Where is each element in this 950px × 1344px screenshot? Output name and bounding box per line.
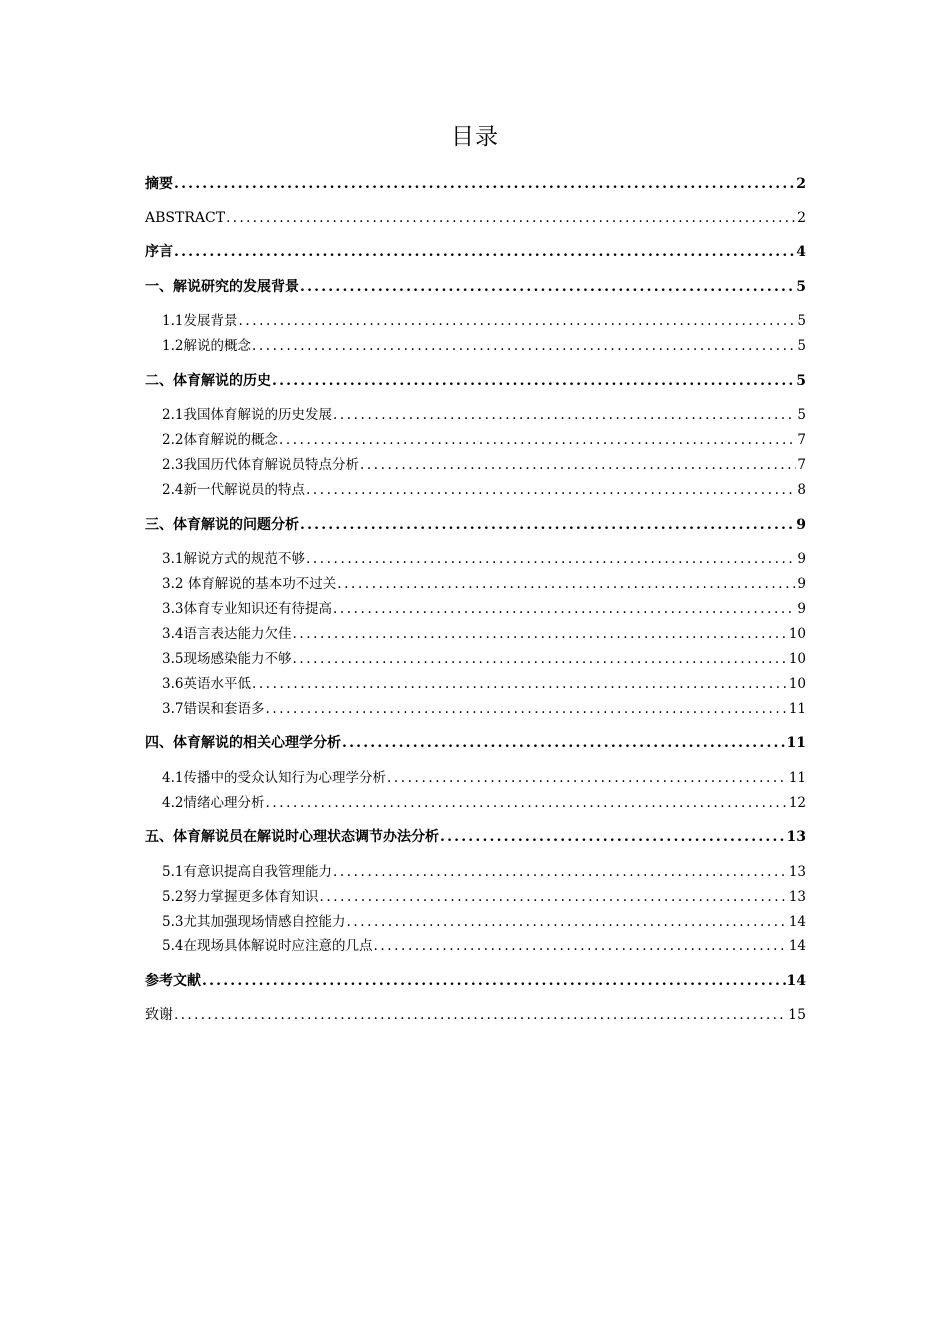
toc-leader-dots bbox=[202, 971, 786, 991]
toc-entry-page: 9 bbox=[797, 601, 806, 617]
toc-leader-dots bbox=[174, 174, 795, 194]
toc-entry-label: 5.1有意识提高自我管理能力 bbox=[162, 864, 332, 880]
toc-entry-label: 4.2情绪心理分析 bbox=[162, 795, 265, 811]
toc-subentry[interactable] bbox=[162, 405, 806, 425]
toc-leader-dots bbox=[342, 733, 786, 753]
toc-entry[interactable] bbox=[145, 174, 806, 194]
toc-leader-dots bbox=[252, 336, 796, 356]
toc-entry-label: 2.4新一代解说员的特点 bbox=[162, 482, 305, 498]
toc-leader-dots bbox=[333, 599, 796, 619]
toc-entry-label: 3.3体育专业知识还有待提高 bbox=[162, 601, 332, 617]
toc-entry-label: 3.6英语水平低 bbox=[162, 676, 251, 692]
toc-subentry[interactable] bbox=[162, 549, 806, 569]
toc-entry-label: 5.3尤其加强现场情感自控能力 bbox=[162, 914, 346, 930]
toc-subentry[interactable] bbox=[162, 311, 806, 331]
toc-entry-label: 1.2解说的概念 bbox=[162, 338, 251, 354]
toc-entry-label: 参考文献 bbox=[145, 973, 201, 989]
toc-leader-dots bbox=[265, 699, 787, 719]
page-title: 目录 bbox=[451, 124, 499, 150]
toc-entry[interactable] bbox=[145, 1005, 806, 1025]
toc-subentry[interactable] bbox=[162, 862, 806, 882]
toc-leader-dots bbox=[174, 242, 795, 262]
toc-entry-label: 二、体育解说的历史 bbox=[145, 373, 271, 389]
toc-entry-label: 3.5现场感染能力不够 bbox=[162, 651, 292, 667]
toc-entry-page: 5 bbox=[797, 338, 806, 354]
toc-subentry[interactable] bbox=[162, 768, 806, 788]
toc-leader-dots bbox=[387, 768, 788, 788]
toc-leader-dots bbox=[337, 574, 796, 594]
toc-subentry[interactable] bbox=[162, 887, 806, 907]
toc-subentry[interactable] bbox=[162, 574, 806, 594]
toc-leader-dots bbox=[300, 515, 795, 535]
toc-entry-page: 5 bbox=[797, 313, 806, 329]
toc-entry-label: 3.2 体育解说的基本功不过关 bbox=[162, 576, 337, 592]
toc-leader-dots bbox=[373, 936, 787, 956]
toc-leader-dots bbox=[272, 371, 795, 391]
toc-subentry[interactable] bbox=[162, 455, 806, 475]
toc-entry-page: 11 bbox=[788, 701, 806, 717]
toc-entry-page: 8 bbox=[797, 482, 806, 498]
toc-entry[interactable] bbox=[145, 827, 806, 847]
toc-entry[interactable] bbox=[145, 515, 806, 535]
toc-leader-dots bbox=[226, 208, 796, 228]
toc-subentry[interactable] bbox=[162, 480, 806, 500]
toc-entry-page: 7 bbox=[797, 457, 806, 473]
toc-entry-page: 10 bbox=[788, 651, 806, 667]
toc-entry[interactable] bbox=[145, 733, 806, 753]
toc-leader-dots bbox=[292, 624, 787, 644]
toc-entry-page: 7 bbox=[797, 432, 806, 448]
toc-entry-label: 5.4在现场具体解说时应注意的几点 bbox=[162, 938, 373, 954]
toc-entry-label: 3.4语言表达能力欠佳 bbox=[162, 626, 292, 642]
toc-entry-page: 2 bbox=[796, 176, 806, 192]
toc-subentry[interactable] bbox=[162, 336, 806, 356]
toc-subentry[interactable] bbox=[162, 674, 806, 694]
toc-entry-page: 10 bbox=[788, 676, 806, 692]
toc-entry[interactable] bbox=[145, 371, 806, 391]
toc-entry-label: 2.3我国历代体育解说员特点分析 bbox=[162, 457, 359, 473]
toc-entry-page: 9 bbox=[797, 576, 806, 592]
toc-leader-dots bbox=[279, 430, 796, 450]
toc-subentry[interactable] bbox=[162, 912, 806, 932]
toc-entry-label: 2.2体育解说的概念 bbox=[162, 432, 278, 448]
toc-entry-page: 5 bbox=[796, 373, 806, 389]
toc-entry[interactable] bbox=[145, 242, 806, 262]
toc-entry-page: 12 bbox=[788, 795, 806, 811]
toc-entry-label: 五、体育解说员在解说时心理状态调节办法分析 bbox=[145, 829, 439, 845]
toc-leader-dots bbox=[238, 311, 796, 331]
toc-entry-page: 14 bbox=[788, 914, 806, 930]
toc-entry-label: 5.2努力掌握更多体育知识 bbox=[162, 889, 319, 905]
toc-subentry[interactable] bbox=[162, 599, 806, 619]
toc-leader-dots bbox=[252, 674, 788, 694]
toc-entry-page: 14 bbox=[788, 938, 806, 954]
toc-entry-label: ABSTRACT bbox=[145, 210, 226, 226]
toc-entry-page: 13 bbox=[786, 829, 806, 845]
toc-leader-dots bbox=[306, 549, 796, 569]
toc-entry-label: 摘要 bbox=[145, 176, 173, 192]
toc-subentry[interactable] bbox=[162, 793, 806, 813]
toc-subentry[interactable] bbox=[162, 649, 806, 669]
toc-entry-label: 四、体育解说的相关心理学分析 bbox=[145, 735, 341, 751]
toc-entry-page: 15 bbox=[788, 1007, 806, 1023]
toc-leader-dots bbox=[174, 1005, 787, 1025]
toc-leader-dots bbox=[346, 912, 787, 932]
toc-entry[interactable] bbox=[145, 277, 806, 297]
toc-entry-page: 13 bbox=[788, 864, 806, 880]
toc-entry-page: 9 bbox=[797, 551, 806, 567]
toc-entry-label: 三、体育解说的问题分析 bbox=[145, 517, 299, 533]
toc-entry-page: 5 bbox=[796, 279, 806, 295]
toc-leader-dots bbox=[306, 480, 796, 500]
toc-leader-dots bbox=[319, 887, 787, 907]
toc-leader-dots bbox=[292, 649, 787, 669]
toc-entry-page: 5 bbox=[797, 407, 806, 423]
toc-entry-page: 13 bbox=[788, 889, 806, 905]
toc-entry-page: 10 bbox=[788, 626, 806, 642]
toc-entry-label: 3.1解说方式的规范不够 bbox=[162, 551, 305, 567]
toc-leader-dots bbox=[333, 862, 788, 882]
toc-leader-dots bbox=[360, 455, 796, 475]
toc-entry-page: 9 bbox=[796, 517, 806, 533]
toc-entry-label: 序言 bbox=[145, 244, 173, 260]
toc-entry-label: 致谢 bbox=[145, 1007, 173, 1023]
toc-subentry[interactable] bbox=[162, 699, 806, 719]
toc-leader-dots bbox=[333, 405, 796, 425]
toc-subentry[interactable] bbox=[162, 430, 806, 450]
toc-entry-page: 4 bbox=[796, 244, 806, 260]
toc-entry-label: 2.1我国体育解说的历史发展 bbox=[162, 407, 332, 423]
toc-entry-label: 4.1传播中的受众认知行为心理学分析 bbox=[162, 770, 386, 786]
toc-subentry[interactable] bbox=[162, 936, 806, 956]
toc-entry-label: 3.7错误和套语多 bbox=[162, 701, 265, 717]
toc-leader-dots bbox=[440, 827, 786, 847]
toc-entry-page: 2 bbox=[797, 210, 806, 226]
toc-entry[interactable] bbox=[145, 971, 806, 991]
toc-leader-dots bbox=[265, 793, 787, 813]
toc-entry-label: 1.1发展背景 bbox=[162, 313, 238, 329]
toc-entry-page: 11 bbox=[788, 770, 806, 786]
toc-subentry[interactable] bbox=[162, 624, 806, 644]
toc-entry[interactable] bbox=[145, 208, 806, 228]
toc-entry-page: 11 bbox=[786, 735, 806, 751]
toc-entry-label: 一、解说研究的发展背景 bbox=[145, 279, 299, 295]
toc-leader-dots bbox=[300, 277, 795, 297]
toc-entry-page: 14 bbox=[786, 973, 806, 989]
